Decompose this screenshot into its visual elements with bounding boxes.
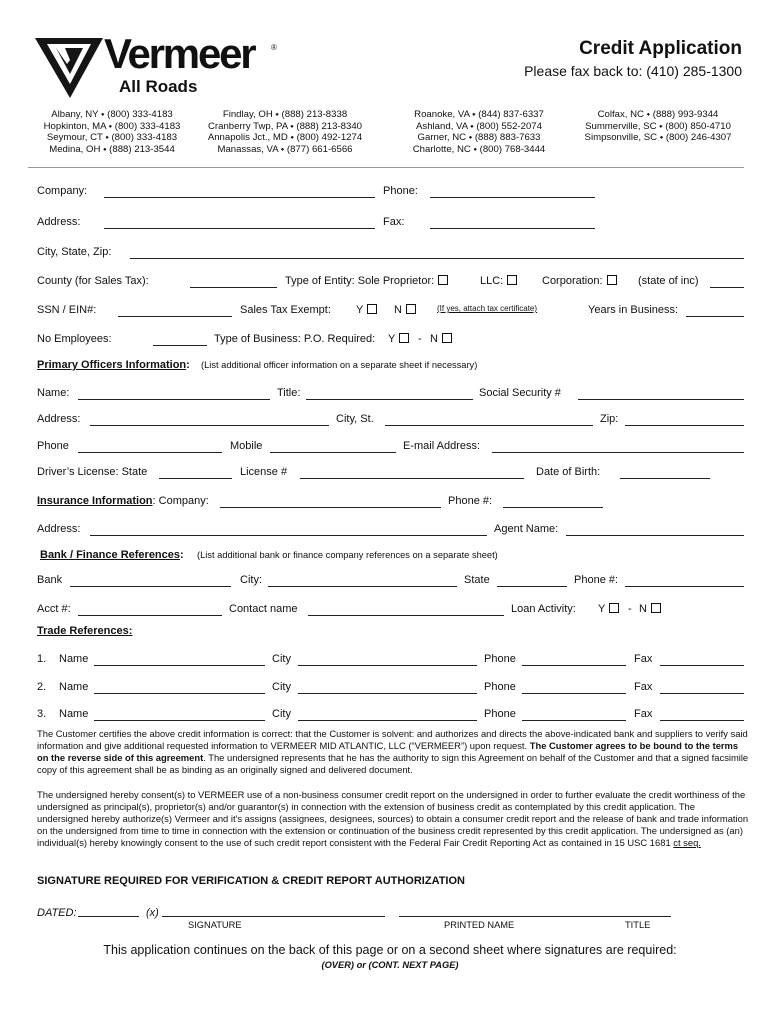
drivers-license-state-field[interactable] [159,467,232,479]
bank-city-field[interactable] [268,575,457,587]
officer-email-label: E-mail Address: [403,440,481,452]
printed-name-title-field[interactable] [399,905,671,917]
employees-label: No Employees: [37,333,112,345]
officer-name-field[interactable] [78,388,270,400]
llc-option[interactable]: LLC: [480,275,517,288]
insurance-phone-field[interactable] [503,496,603,508]
printed-name-caption: PRINTED NAME [444,920,515,930]
county-field[interactable] [190,276,277,288]
company-field[interactable] [104,186,375,198]
loan-no-checkbox[interactable] [651,603,661,613]
trade-1-fax-field[interactable] [660,654,744,666]
company-label: Company: [37,185,88,197]
bank-state-label: State [464,574,490,586]
city-state-zip-field[interactable] [130,247,744,259]
signature-x-label: (x) [146,907,159,919]
sales-tax-exempt-label: Sales Tax Exempt: [240,304,331,316]
brand-name: Vermeer [104,30,255,77]
loan-activity-label: Loan Activity: [511,603,576,615]
dated-label: DATED: [37,907,77,919]
trade-3-name-label: Name [59,708,89,720]
contact-name-field[interactable] [308,604,504,616]
dated-field[interactable] [78,905,139,917]
trade-3-name-field[interactable] [94,709,265,721]
officer-email-field[interactable] [492,441,744,453]
ssn-ein-field[interactable] [118,305,232,317]
insurance-phone-label: Phone #: [448,495,493,507]
location-item: Ashland, VA ⬩ (800) 552-2074 [416,120,542,132]
bank-state-field[interactable] [497,575,567,587]
signature-heading: SIGNATURE REQUIRED FOR VERIFICATION & CREDIT REPORT AUTHORIZATION [37,875,465,887]
po-required-label: Type of Business: P.O. Required: [214,333,376,345]
location-item: Charlotte, NC ⬩ (800) 768-3444 [412,143,546,155]
trade-1-number: 1. [37,653,47,665]
fax-instruction: Please fax back to: (410) 285-1300 [524,63,742,79]
trade-3-fax-label: Fax [634,708,653,720]
location-item: Annapolis Jct., MD ⬩ (800) 492-1274 [207,132,363,144]
header-divider [28,167,744,168]
fax-label: Fax: [383,216,405,228]
trade-1-name-label: Name [59,653,89,665]
brand-subtitle: All Roads [119,77,198,96]
agent-name-field[interactable] [566,524,744,536]
officer-title-label: Title: [277,387,301,399]
bank-phone-field[interactable] [625,575,744,587]
date-of-birth-label: Date of Birth: [536,466,601,478]
years-in-business-field[interactable] [686,305,744,317]
bank-note: (List additional bank or finance company references on a separate sheet) [197,550,498,560]
consent-paragraph: The undersigned hereby consent(s) to VERMEER use of a non-business consumer credit report on the undersigned in order to further evaluate the credit worthiness of the undersigned as principal(s), proprietor(s) and/or guarantor(s) in connection with the extension of business credit as contemplated by this credit application. The undersigned hereby authorize(s) Vermeer and it's assigns (assignees, designees, sources) to obtain a consumer credit report and the release of bank and trade information on the undersigned from time to time in connection with the extension or continuation of the business credit represented by this credit application. The undersigned as (an) individual(s) hereby knowingly consent to the use of such credit report consistent with the Federal Fair Credit Reporting Act as contained in 15 USC 1681 ct seq. [37,789,749,848]
officer-phone-label: Phone [37,440,69,452]
agent-name-label: Agent Name: [494,523,559,535]
date-of-birth-field[interactable] [620,467,710,479]
location-column-4 [585,109,732,144]
officer-mobile-label: Mobile [230,440,263,452]
loan-yes-option[interactable]: Y [598,603,619,616]
loan-yes-checkbox[interactable] [609,603,619,613]
location-item: Summerville, SC ⬩ (800) 850-4710 [585,120,731,132]
bank-city-label: City: [240,574,262,586]
bank-field[interactable] [70,575,231,587]
bank-heading: Bank / Finance References: [40,549,184,561]
llc-checkbox[interactable] [507,275,517,285]
title-caption: TITLE [625,920,651,930]
officer-title-field[interactable] [306,388,473,400]
trade-2-fax-label: Fax [634,681,653,693]
tax-exempt-no-option[interactable]: N [394,304,416,317]
location-item: Seymour, CT ⬩ (800) 333-4183 [46,132,178,144]
location-item: Colfax, NC ⬩ (888) 993-9344 [597,109,719,120]
trade-2-fax-field[interactable] [660,682,744,694]
ssn-ein-label: SSN / EIN#: [37,304,97,316]
social-security-field[interactable] [578,388,744,400]
officer-zip-field[interactable] [625,414,744,426]
trade-3-city-label: City [272,708,291,720]
address-field[interactable] [104,217,375,229]
trade-3-phone-label: Phone [484,708,516,720]
officer-address-label: Address: [37,413,81,425]
registered-mark: ® [271,43,277,52]
location-item: Manassas, VA ⬩ (877) 661-6566 [217,143,353,155]
trade-1-city-field[interactable] [298,654,477,666]
location-item: Simpsonville, SC ⬩ (800) 246-4307 [584,132,732,144]
trade-2-phone-label: Phone [484,681,516,693]
sole-proprietor-checkbox[interactable] [438,275,448,285]
fax-field[interactable] [430,217,595,229]
tax-exempt-no-checkbox[interactable] [406,304,416,314]
location-column-3 [413,109,546,155]
trade-1-city-label: City [272,653,291,665]
tax-exempt-yes-checkbox[interactable] [367,304,377,314]
address-label: Address: [37,216,81,228]
employees-field[interactable] [153,334,207,346]
trade-1-fax-label: Fax [634,653,653,665]
officer-mobile-field[interactable] [270,441,396,453]
signature-field[interactable] [162,905,385,917]
officer-address-field[interactable] [90,414,329,426]
corporation-checkbox[interactable] [607,275,617,285]
continuation-note: This application continues on the back of this page or on a second sheet where signatures are required: [103,943,677,957]
location-item: Garner, NC ⬩ (888) 883-7633 [417,132,541,144]
loan-dash: - [628,603,632,615]
po-yes-checkbox[interactable] [399,333,409,343]
signature-caption: SIGNATURE [188,920,242,930]
trade-3-fax-field[interactable] [660,709,744,721]
insurance-address-label: Address: [37,523,81,535]
trade-3-phone-field[interactable] [522,709,626,721]
contact-name-label: Contact name [229,603,298,615]
trade-2-name-field[interactable] [94,682,265,694]
vermeer-logo-icon [34,37,104,99]
certification-paragraph: The Customer certifies the above credit information is correct: that the Customer is solvent: and authorizes and directs the above-indicated bank and suppliers to verify said information and give additional requested information to VERMEER MID ATLANTIC, LLC (“VERMEER”) upon request. The Customer agrees to be bound to the terms on the reverse side of this agreement. The undersigned represents that he has the authority to sign this Agreement on behalf of the Customer and that a signed facsimile copy of this agreement shall be as binding as an originally signed and delivered document. [37,728,749,775]
officer-city-st-field[interactable] [385,414,593,426]
loan-no-option[interactable]: N [639,603,661,616]
trade-3-number: 3. [37,708,47,720]
po-no-checkbox[interactable] [442,333,452,343]
officer-city-st-label: City, St. [336,413,374,425]
bank-phone-label: Phone #: [574,574,619,586]
location-item: Medina, OH ⬩ (888) 213-3544 [49,143,175,155]
phone-field[interactable] [430,186,595,198]
sole-proprietor-option[interactable]: Type of Entity: Sole Proprietor: [285,275,448,288]
trade-1-phone-label: Phone [484,653,516,665]
location-item: Cranberry Twp, PA ⬩ (888) 213-8340 [207,120,362,132]
social-security-label: Social Security # [479,387,561,399]
phone-label: Phone: [383,185,418,197]
license-number-field[interactable] [300,467,524,479]
trade-2-name-label: Name [59,681,89,693]
insurance-address-field[interactable] [90,524,487,536]
officer-zip-label: Zip: [600,413,619,425]
location-item: Albany, NY ⬩ (800) 333-4183 [51,109,173,120]
state-of-inc-field[interactable] [710,276,744,288]
trade-2-phone-field[interactable] [522,682,626,694]
trade-2-city-label: City [272,681,291,693]
over-note: (OVER) or (CONT. NEXT PAGE) [321,960,459,970]
city-state-zip-label: City, State, Zip: [37,246,112,258]
officers-note: (List additional officer information on a separate sheet if necessary) [201,360,478,370]
location-item: Hopkinton, MA ⬩ (800) 333-4183 [43,120,181,132]
account-number-label: Acct #: [37,603,71,615]
trade-3-city-field[interactable] [298,709,477,721]
county-label: County (for Sales Tax): [37,275,149,287]
officers-heading: Primary Officers Information: [37,359,190,371]
license-number-label: License # [240,466,288,478]
po-dash: - [418,333,422,345]
officer-name-label: Name: [37,387,70,399]
corporation-option[interactable]: Corporation: [542,275,617,288]
trade-1-phone-field[interactable] [522,654,626,666]
account-number-field[interactable] [78,604,222,616]
location-item: Roanoke, VA ⬩ (844) 837-6337 [414,109,544,120]
years-in-business-label: Years in Business: [588,304,679,316]
trade-2-number: 2. [37,681,47,693]
bank-label: Bank [37,574,63,586]
po-yes-option[interactable]: Y [388,333,409,346]
po-no-option[interactable]: N [430,333,452,346]
insurance-heading: Insurance Information: Company: [37,495,209,507]
location-item: Findlay, OH ⬩ (888) 213-8338 [222,109,348,120]
state-of-inc-label: (state of inc) [638,275,699,287]
trade-2-city-field[interactable] [298,682,477,694]
tax-exempt-yes-option[interactable]: Y [356,304,377,317]
officer-phone-field[interactable] [78,441,222,453]
location-column-2 [208,109,362,155]
tax-certificate-note: (If yes, attach tax certificate) [437,304,538,313]
location-column-1 [44,109,181,155]
page-title: Credit Application [579,38,742,59]
drivers-license-state-label: Driver’s License: State [37,466,148,478]
trade-references-heading: Trade References: [37,625,133,637]
trade-1-name-field[interactable] [94,654,265,666]
insurance-company-field[interactable] [220,496,441,508]
